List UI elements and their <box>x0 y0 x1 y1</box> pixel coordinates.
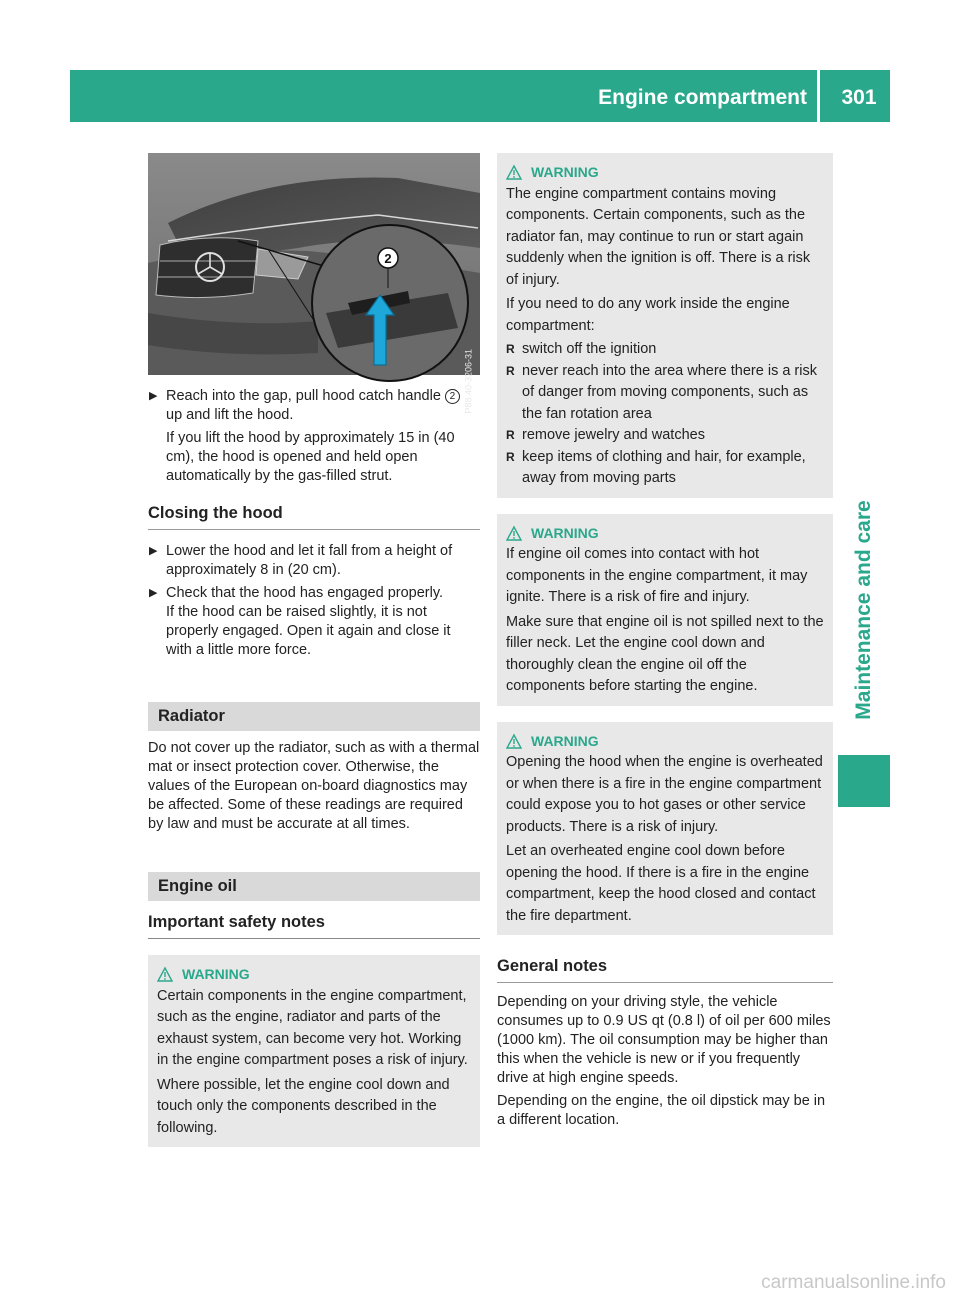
warning-box <box>148 955 480 1147</box>
right-column <box>497 153 833 1130</box>
watermark-text: carmanualsonline.info <box>761 1272 946 1293</box>
figure-callout-number: 2 <box>384 251 392 266</box>
instruction-step: ▶ Lower the hood and let it fall from a height of approximately 8 in (20 cm). <box>149 543 453 578</box>
warning-triangle-icon <box>506 734 522 749</box>
section-heading-radiator: Radiator <box>148 702 480 731</box>
section-heading-engine-oil: Engine oil <box>148 872 480 901</box>
warning-text: Make sure that engine oil is not spilled next to the filler neck. Let the engine cool down and thoroughly clean the engine oil off the components before starting the engine. <box>506 613 824 694</box>
callout-icon: 2 <box>445 389 460 404</box>
list-item: R remove jewelry and watches <box>506 425 824 447</box>
instruction-note: If the hood can be raised slightly, it is not properly engaged. Open it again and close it with a little more force. <box>166 604 451 658</box>
warning-triangle-icon <box>157 967 173 982</box>
step-arrow-icon: ▶ <box>149 390 158 402</box>
instruction-step: ▶ Check that the hood has engaged properly. <box>149 585 444 601</box>
section-tab-marker <box>838 755 890 807</box>
section-heading-safety: Important safety notes <box>148 913 480 939</box>
warning-text: Opening the hood when the engine is overheated or when there is a fire in the engine compartment could expose you to hot gases or other service products. There is a risk of injury. <box>506 754 823 835</box>
warning-title: WARNING <box>157 964 471 986</box>
general-text: Depending on your driving style, the vehicle consumes up to 0.9 US qt (0.8 l) of oil per 600 miles (1000 km). The oil consumption may be higher than this when the vehicle is new or if you frequently drive at high engine speeds. <box>497 994 831 1086</box>
step-arrow-icon: ▶ <box>149 587 158 599</box>
warning-text: Where possible, let the engine cool down and touch only the components described in the following. <box>157 1076 450 1136</box>
warning-text: The engine compartment contains moving components. Certain components, such as the radiator fan, may continue to run or start again suddenly when the ignition is off. There is a risk of injury. <box>506 185 811 288</box>
figure-code: P88.40-3206-31 <box>464 349 474 414</box>
instruction-note: If you lift the hood by approximately 15 in (40 cm), the hood is opened and held open automatically by the gas-filled strut. <box>166 430 455 484</box>
step-arrow-icon: ▶ <box>149 545 158 557</box>
left-column <box>148 153 480 1147</box>
general-text: Depending on the engine, the oil dipstick may be in a different location. <box>497 1093 826 1128</box>
section-tab-label: Maintenance and care <box>852 500 875 720</box>
warning-text: Certain components in the engine compartment, such as the engine, radiator and parts of the exhaust system, can become very hot. Working in the engine compartment poses a risk of injury. <box>157 987 468 1068</box>
warning-text: Let an overheated engine cool down before opening the hood. If there is a fire in the engine compartment, keep the hood closed and contact the fire department. <box>506 843 816 924</box>
radiator-text: Do not cover up the radiator, such as with a thermal mat or insect protection cover. Otherwise, the values of the European on-board diagnostics may be affected. Some of these readings are required by law and must be accurate at all times. <box>148 740 480 832</box>
warning-title: WARNING <box>506 523 824 545</box>
warning-title: WARNING <box>506 162 824 184</box>
page-header <box>70 70 890 122</box>
warning-bullet-list <box>506 339 824 490</box>
warning-box <box>497 153 833 498</box>
car-front-illustration <box>148 153 480 375</box>
section-tab[interactable] <box>838 480 890 740</box>
list-item: R keep items of clothing and hair, for example, away from moving parts <box>506 447 824 490</box>
warning-box <box>497 722 833 936</box>
warning-box <box>497 514 833 706</box>
instruction-step: ▶ Reach into the gap, pull hood catch handle 2 up and lift the hood. <box>148 387 480 425</box>
section-heading-closing: Closing the hood <box>148 504 480 530</box>
list-item: R never reach into the area where there is a risk of danger from moving components, such as the fan rotation area <box>506 361 824 426</box>
list-item: R switch off the ignition <box>506 339 824 361</box>
chapter-title: Engine compartment <box>598 70 820 122</box>
warning-triangle-icon <box>506 165 522 180</box>
page-number: 301 <box>841 86 877 109</box>
warning-text: If engine oil comes into contact with hot components in the engine compartment, it may ignite. There is a risk of fire and injury. <box>506 546 808 605</box>
warning-text: If you need to do any work inside the engine compartment: <box>506 296 790 334</box>
warning-title: WARNING <box>506 731 824 753</box>
warning-triangle-icon <box>506 526 522 541</box>
section-heading-general: General notes <box>497 957 833 983</box>
